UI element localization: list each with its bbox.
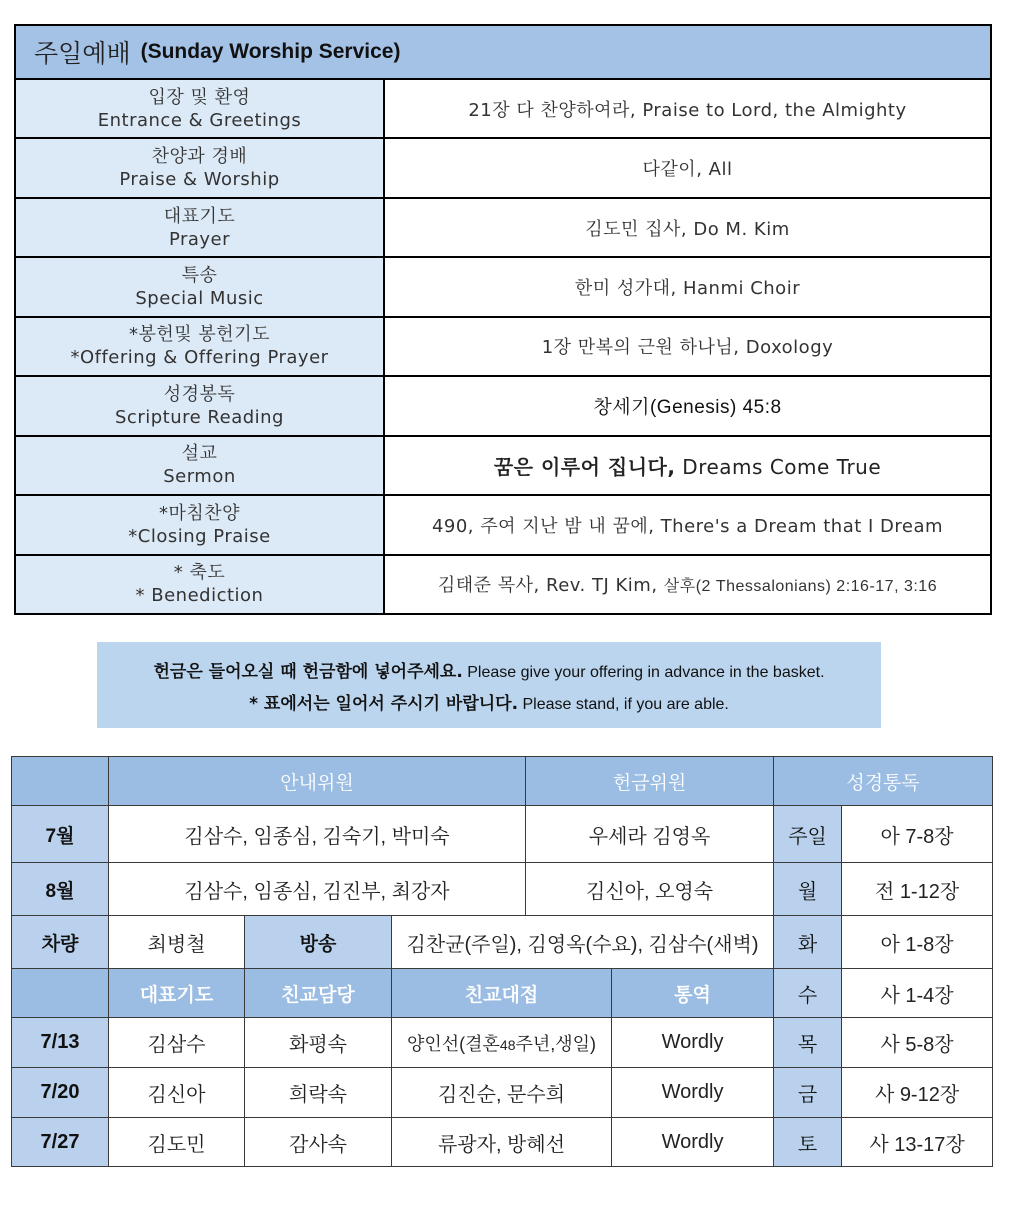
roster-row-july (12, 806, 993, 863)
order-label (15, 376, 384, 435)
notice-stand-en: Please stand, if you are able. (518, 696, 729, 713)
notice-line-stand (97, 689, 881, 714)
notice-line-offering (97, 657, 881, 682)
label-ko: * 축도 (173, 562, 226, 584)
header-fellowship: 친교담당 (245, 969, 392, 1018)
label-ko: 특송 (181, 265, 218, 287)
reading-range: 전 1-12장 (842, 863, 993, 916)
order-value: 한미 성가대, Hanmi Choir (384, 257, 991, 316)
notice-box (97, 642, 881, 728)
label-ko: 성경봉독 (163, 383, 236, 405)
header-bible-reading: 성경통독 (774, 757, 993, 806)
order-label (15, 436, 384, 495)
broadcast-label: 방송 (245, 916, 392, 969)
reading-range: 사 13-17장 (842, 1118, 993, 1167)
reading-day: 금 (774, 1068, 842, 1118)
reading-day: 목 (774, 1018, 842, 1068)
order-label (15, 198, 384, 257)
duty-row (12, 1118, 993, 1167)
label-en: Special Music (135, 288, 264, 310)
order-row (15, 555, 991, 615)
header-hosting: 친교대접 (392, 969, 612, 1018)
ushers-august: 김삼수, 임종심, 김진부, 최강자 (109, 863, 526, 916)
order-value: 김도민 집사, Do M. Kim (384, 198, 991, 257)
order-label (15, 317, 384, 376)
reading-range: 아 1-8장 (842, 916, 993, 969)
label-ko: 대표기도 (163, 205, 236, 227)
broadcast-names: 김찬균(주일), 김영옥(수요), 김삼수(새벽) (392, 916, 774, 969)
label-ko: 입장 및 환영 (148, 86, 251, 108)
notice-offering-ko: 헌금은 들어오실 때 헌금함에 넣어주세요. (153, 662, 463, 682)
vehicle-name: 최병철 (109, 916, 245, 969)
label-en: Prayer (168, 228, 231, 250)
order-value: 1장 만복의 근원 하나님, Doxology (384, 317, 991, 376)
label-ko: 찬양과 경배 (151, 146, 248, 168)
header-translation: 통역 (612, 969, 774, 1018)
label-ko: *마침찬양 (158, 502, 241, 524)
label-ko: *봉헌및 봉헌기도 (129, 324, 270, 346)
reading-range: 아 7-8장 (842, 806, 993, 863)
order-value: 다같이, All (384, 138, 991, 197)
duty-fellowship: 화평속 (245, 1018, 392, 1068)
header-prayer: 대표기도 (109, 969, 245, 1018)
offering-august: 김신아, 오영숙 (526, 863, 774, 916)
order-row (15, 138, 991, 197)
order-value (384, 555, 991, 615)
duty-translation: Wordly (612, 1118, 774, 1167)
reading-range: 사 5-8장 (842, 1018, 993, 1068)
order-header (15, 25, 991, 79)
order-row (15, 436, 991, 495)
duty-hosting (392, 1018, 612, 1068)
label-en: *Closing Praise (128, 525, 271, 547)
order-row (15, 257, 991, 316)
hosting-name: 양인선(결혼 (406, 1033, 500, 1054)
month-july: 7월 (12, 806, 109, 863)
duty-prayer: 김삼수 (109, 1018, 245, 1068)
order-row (15, 317, 991, 376)
order-value (384, 436, 991, 495)
sermon-title-ko: 꿈은 이루어 집니다, (493, 454, 676, 479)
label-en: Scripture Reading (115, 406, 284, 428)
reading-day: 토 (774, 1118, 842, 1167)
header-offering: 헌금위원 (526, 757, 774, 806)
label-en: *Offering & Offering Prayer (70, 347, 329, 369)
reading-day: 화 (774, 916, 842, 969)
roster-row-vehicle (12, 916, 993, 969)
duty-fellowship: 감사속 (245, 1118, 392, 1167)
duty-translation: Wordly (612, 1068, 774, 1118)
duty-translation: Wordly (612, 1018, 774, 1068)
header-ushers: 안내위원 (109, 757, 526, 806)
order-value: 21장 다 찬양하여라, Praise to Lord, the Almighty (384, 79, 991, 138)
order-title-ko: 주일예배 (34, 39, 131, 68)
duty-fellowship: 희락속 (245, 1068, 392, 1118)
label-en: Praise & Worship (119, 169, 280, 191)
benediction-minister: 김태준 목사, Rev. TJ Kim, (437, 575, 664, 597)
order-title-en: (Sunday Worship Service) (140, 40, 401, 63)
duty-corner (12, 969, 109, 1018)
duty-date: 7/27 (12, 1118, 109, 1167)
duty-prayer: 김신아 (109, 1068, 245, 1118)
benediction-scripture: 살후(2 Thessalonians) 2:16-17, 3:16 (663, 578, 938, 596)
duty-date: 7/13 (12, 1018, 109, 1068)
order-value: 490, 주여 지난 밤 내 꿈에, There's a Dream that I Dream (384, 495, 991, 554)
duty-hosting: 류광자, 방혜선 (392, 1118, 612, 1167)
roster-header-row (12, 757, 993, 806)
order-row (15, 376, 991, 435)
month-august: 8월 (12, 863, 109, 916)
duty-hosting: 김진순, 문수희 (392, 1068, 612, 1118)
order-label (15, 257, 384, 316)
order-header-row (15, 25, 991, 79)
roster-duty-header-row (12, 969, 993, 1018)
volunteer-roster-table (11, 756, 993, 1167)
order-label (15, 79, 384, 138)
offering-july: 우세라 김영옥 (526, 806, 774, 863)
worship-order-table (14, 24, 992, 615)
hosting-years: 48 (499, 1036, 516, 1053)
reading-range: 사 9-12장 (842, 1068, 993, 1118)
ushers-july: 김삼수, 임종심, 김숙기, 박미숙 (109, 806, 526, 863)
reading-day: 월 (774, 863, 842, 916)
hosting-occasion: 주년,생일) (515, 1033, 597, 1054)
order-label (15, 495, 384, 554)
reading-day: 주일 (774, 806, 842, 863)
reading-range: 사 1-4장 (842, 969, 993, 1018)
label-ko: 설교 (181, 443, 218, 465)
vehicle-label: 차량 (12, 916, 109, 969)
order-row (15, 495, 991, 554)
notice-stand-ko: * 표에서는 일어서 주시기 바랍니다. (249, 694, 519, 714)
duty-row (12, 1068, 993, 1118)
order-value: 창세기(Genesis) 45:8 (384, 376, 991, 435)
order-row (15, 198, 991, 257)
label-en: * Benediction (135, 585, 264, 607)
duty-date: 7/20 (12, 1068, 109, 1118)
duty-row (12, 1018, 993, 1068)
roster-corner (12, 757, 109, 806)
reading-day: 수 (774, 969, 842, 1018)
order-label (15, 138, 384, 197)
roster-row-august (12, 863, 993, 916)
label-en: Sermon (163, 466, 236, 488)
order-row (15, 79, 991, 138)
duty-prayer: 김도민 (109, 1118, 245, 1167)
label-en: Entrance & Greetings (97, 109, 302, 131)
sermon-title-en: Dreams Come True (675, 454, 882, 479)
order-label (15, 555, 384, 615)
notice-offering-en: Please give your offering in advance in the basket. (462, 664, 825, 681)
